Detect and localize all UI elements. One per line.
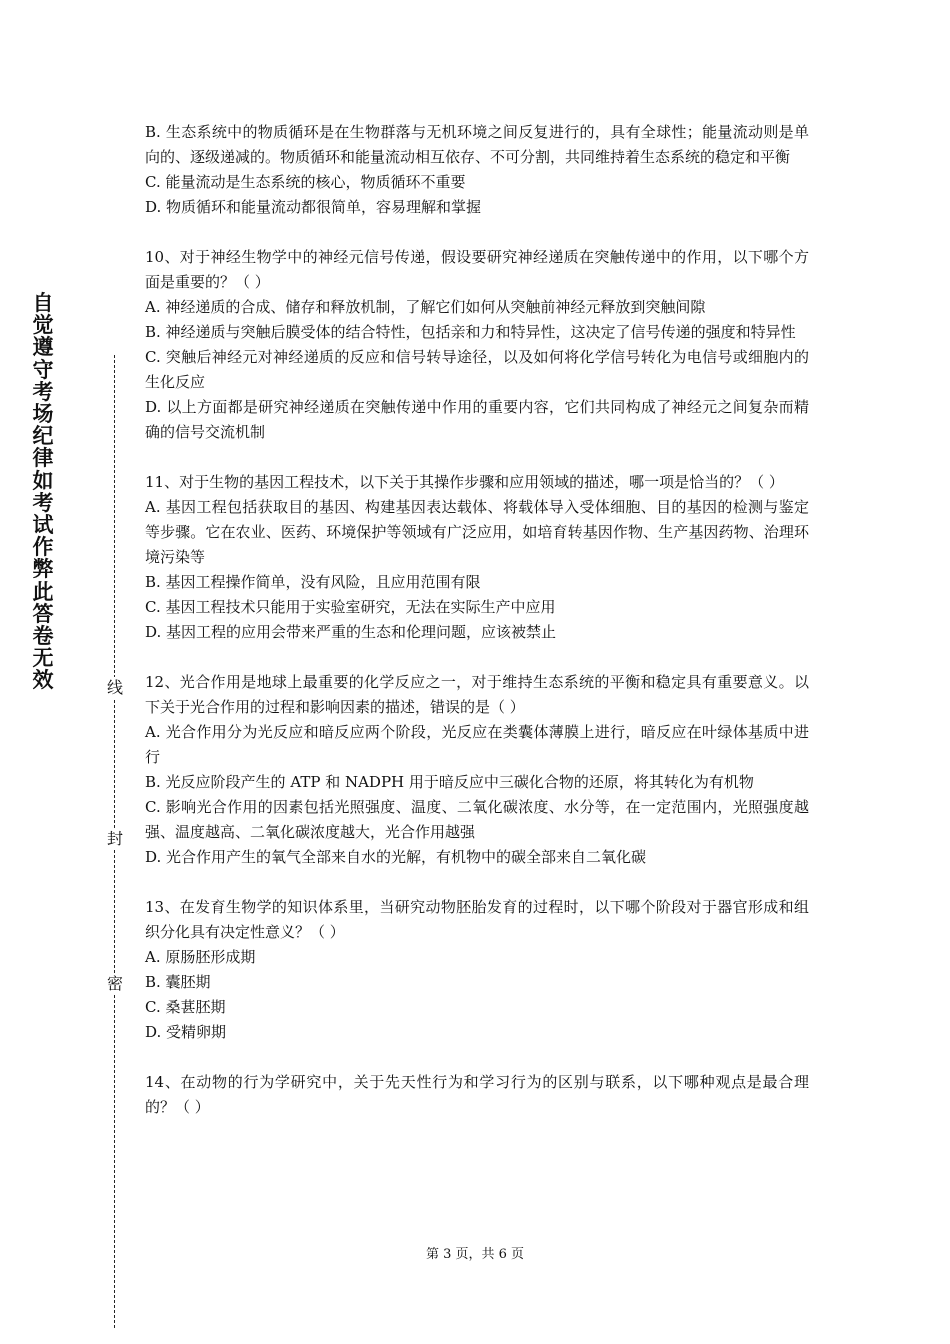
option-text: B. 光反应阶段产生的 ATP 和 NADPH 用于暗反应中三碳化合物的还原，将其转化为有机物 xyxy=(145,773,754,791)
exam-rule-notice: 自觉遵守考场纪律如考试作弊此答卷无效 xyxy=(32,290,54,693)
option-text: A. 神经递质的合成、储存和释放机制，了解它们如何从突触前神经元释放到突触间隙 xyxy=(145,298,706,316)
option-text: C. 桑葚胚期 xyxy=(145,998,226,1016)
option-text: C. 影响光合作用的因素包括光照强度、温度、二氧化碳浓度、水分等，在一定范围内，光照强度越强、温度越高、二氧化碳浓度越大，光合作用越强 xyxy=(145,798,809,841)
question-stem: 12、光合作用是地球上最重要的化学反应之一，对于维持生态系统的平衡和稳定具有重要意义。以下关于光合作用的过程和影响因素的描述，错误的是（ ） xyxy=(145,673,809,716)
option-text: D. 以上方面都是研究神经递质在突触传递中作用的重要内容，它们共同构成了神经元之间复杂而精确的信号交流机制 xyxy=(145,398,809,441)
option-text: B. 基因工程操作简单，没有风险，且应用范围有限 xyxy=(145,573,481,591)
option-text: D. 物质循环和能量流动都很简单，容易理解和掌握 xyxy=(145,198,482,216)
option-text: D. 受精卵期 xyxy=(145,1023,227,1041)
option-text: C. 突触后神经元对神经递质的反应和信号转导途径，以及如何将化学信号转化为电信号或细胞内的生化反应 xyxy=(145,348,809,391)
question-content xyxy=(145,120,809,1120)
option-text: A. 原肠胚形成期 xyxy=(145,948,256,966)
option-text: B. 神经递质与突触后膜受体的结合特性，包括亲和力和特异性，这决定了信号传递的强度和特异性 xyxy=(145,323,796,341)
binding-mark-line: 线 xyxy=(104,677,126,699)
question-stem: 10、对于神经生物学中的神经元信号传递，假设要研究神经递质在突触传递中的作用，以下哪个方面是重要的？（ ） xyxy=(145,248,809,291)
option-text: A. 基因工程包括获取目的基因、构建基因表达载体、将载体导入受体细胞、目的基因的检测与鉴定等步骤。它在农业、医药、环境保护等领域有广泛应用，如培育转基因作物、生产基因药物、治理环境污染等 xyxy=(145,498,809,566)
question-stem: 13、在发育生物学的知识体系里，当研究动物胚胎发育的过程时，以下哪个阶段对于器官形成和组织分化具有决定性意义？（ ） xyxy=(145,898,809,941)
binding-mark-seal: 封 xyxy=(104,828,126,850)
option-text: D. 光合作用产生的氧气全部来自水的光解，有机物中的碳全部来自二氧化碳 xyxy=(145,848,647,866)
question-stem: 11、对于生物的基因工程技术，以下关于其操作步骤和应用领域的描述，哪一项是恰当的？（ ） xyxy=(145,473,784,491)
option-text: D. 基因工程的应用会带来严重的生态和伦理问题，应该被禁止 xyxy=(145,623,557,641)
option-text: B. 生态系统中的物质循环是在生物群落与无机环境之间反复进行的，具有全球性；能量流动则是单向的、逐级递减的。物质循环和能量流动相互依存、不可分割，共同维持着生态系统的稳定和平衡 xyxy=(145,123,809,166)
option-text: A. 光合作用分为光反应和暗反应两个阶段，光反应在类囊体薄膜上进行，暗反应在叶绿体基质中进行 xyxy=(145,723,809,766)
binding-mark-secret: 密 xyxy=(104,973,126,995)
page-number: 第 3 页，共 6 页 xyxy=(425,1247,525,1262)
option-text: C. 能量流动是生态系统的核心，物质循环不重要 xyxy=(145,173,466,191)
question-stem: 14、在动物的行为学研究中，关于先天性行为和学习行为的区别与联系，以下哪种观点是最合理的？（ ） xyxy=(145,1073,809,1116)
option-text: B. 囊胚期 xyxy=(145,973,211,991)
option-text: C. 基因工程技术只能用于实验室研究，无法在实际生产中应用 xyxy=(145,598,556,616)
